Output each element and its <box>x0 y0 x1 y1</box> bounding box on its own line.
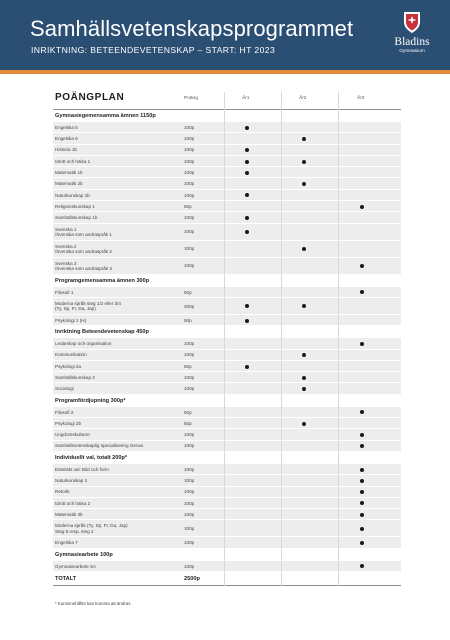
year-1-marker <box>245 160 249 164</box>
course-name <box>55 432 90 438</box>
section-heading: Programfördjupning 300p* <box>55 397 126 404</box>
course-name <box>55 512 83 518</box>
course-name <box>55 386 74 392</box>
year-1-marker <box>245 126 249 130</box>
course-name <box>55 147 77 153</box>
course-points: 100p <box>184 158 195 164</box>
course-name-line: Estetiskt val: Bild och form <box>55 466 109 472</box>
year-1-marker <box>245 365 249 369</box>
school-logo <box>386 10 438 68</box>
course-row <box>53 241 401 258</box>
course-name-line: Ungdomskulturer <box>55 432 90 438</box>
course-name <box>55 227 112 238</box>
course-name <box>55 181 83 187</box>
points-plan-table <box>53 92 401 586</box>
course-name-line: Matematik 2b <box>55 181 83 187</box>
course-name-line: Filosofi 1 <box>55 289 74 295</box>
year-1-marker <box>245 171 249 175</box>
course-row <box>53 122 401 133</box>
course-row <box>53 287 401 298</box>
year-3-marker <box>360 264 364 268</box>
course-points: 100p <box>184 526 195 532</box>
course-name <box>55 540 78 546</box>
course-points: 100p <box>184 500 195 506</box>
course-row <box>53 156 401 167</box>
year-3-marker <box>360 444 364 448</box>
course-name-line: Idrott och hälsa 2 <box>55 500 91 506</box>
course-name <box>55 301 121 312</box>
course-name-line: /Svenska som andraspråk 1 <box>55 232 112 238</box>
year-1-marker <box>245 193 249 197</box>
year-3-marker <box>360 490 364 494</box>
course-points: 50p <box>184 289 192 295</box>
course-name-line: Retorik <box>55 489 70 495</box>
column-header-points: Poäng <box>184 96 198 101</box>
course-row <box>53 178 401 189</box>
course-name-line: Naturkunskap 1b <box>55 192 90 198</box>
course-row <box>53 383 401 394</box>
course-name-line: Psykologi 2b <box>55 420 82 426</box>
course-points: 100p <box>184 170 195 176</box>
course-row <box>53 338 401 349</box>
course-name-line: (Ty, Sp, Fr, Da, Jap) <box>55 306 96 312</box>
footnote: * Kursinnehållet kan komma att ändras <box>55 601 131 606</box>
course-row <box>53 475 401 486</box>
course-name-line: Svenska 3 <box>55 260 77 266</box>
year-3-marker <box>360 410 364 414</box>
course-points: 100p <box>184 352 195 358</box>
course-points: 100p <box>184 229 195 235</box>
course-name-line: Moderna språk steg 1/2 eller 3/4 <box>55 300 121 306</box>
course-row <box>53 190 401 201</box>
plan-title: POÄNGPLAN <box>55 92 125 103</box>
course-name <box>55 159 90 165</box>
course-name-line: Ledarskap och organisation <box>55 341 112 347</box>
course-name <box>55 467 109 473</box>
course-row <box>53 464 401 475</box>
year-3-marker <box>360 527 364 531</box>
course-name-line: Religionskunskap 1 <box>55 203 95 209</box>
course-points: 100p <box>184 124 195 130</box>
course-row <box>53 315 401 326</box>
course-name <box>55 410 73 416</box>
course-row <box>53 487 401 498</box>
column-divider <box>281 92 282 586</box>
course-name <box>55 261 112 272</box>
column-header-year3: År3 <box>357 96 365 101</box>
course-name <box>55 564 96 570</box>
course-name-line: Samhällsvetenskaplig specialisering Genus <box>55 443 144 449</box>
section-heading: Inriktning Beteendevetenskap 450p <box>55 329 149 336</box>
course-points: 100p <box>184 466 195 472</box>
course-name-line: Moderna språk (Ty, Sp, Fr, Da, Jap) <box>55 523 128 529</box>
course-name-line: Gymnasiearbete SA <box>55 563 97 569</box>
year-2-marker <box>302 160 306 164</box>
course-name <box>55 204 95 210</box>
year-3-marker <box>360 541 364 545</box>
course-row <box>53 498 401 509</box>
column-header-year1: År1 <box>242 96 250 101</box>
section-heading: Individuellt val, totalt 200p* <box>55 454 128 461</box>
course-name-line: Matematik 3b <box>55 511 83 517</box>
course-name-line: Engelska 6 <box>55 136 78 142</box>
course-name <box>55 125 78 131</box>
course-name <box>55 170 83 176</box>
course-name-line: Steg 5 resp. steg 2 <box>55 528 94 534</box>
course-name-line: Filosofi 2 <box>55 409 74 415</box>
program-subtitle: INRIKTNING: BETEENDEVETENSKAP – START: HT 2023 <box>31 45 276 55</box>
course-row <box>53 224 401 241</box>
year-2-marker <box>302 353 306 357</box>
course-name-line: /Svenska som andraspråk 2 <box>55 249 112 255</box>
course-points: 100p <box>184 246 195 252</box>
course-points: 100p <box>184 192 195 198</box>
course-name-line: Psykologi 2a <box>55 363 82 369</box>
year-2-marker <box>302 387 306 391</box>
total-points: 2500p <box>184 576 200 583</box>
course-points: 50p <box>184 409 192 415</box>
course-name-line: Sociologi <box>55 386 74 392</box>
course-name <box>55 215 97 221</box>
course-name <box>55 193 90 199</box>
course-row <box>53 133 401 144</box>
course-row <box>53 258 401 275</box>
course-points: 100p <box>184 540 195 546</box>
course-row <box>53 167 401 178</box>
course-points: 100p <box>184 181 195 187</box>
course-points: 50p <box>184 420 192 426</box>
column-divider <box>224 92 225 586</box>
year-1-marker <box>245 319 249 323</box>
course-row <box>53 561 401 572</box>
section-heading: Gymnasiegemensamma ämnen 1150p <box>55 113 156 119</box>
course-points: 50p <box>184 203 192 209</box>
year-1-marker <box>245 230 249 234</box>
year-1-marker <box>245 216 249 220</box>
table-body <box>53 110 401 572</box>
course-name <box>55 443 143 449</box>
year-2-marker <box>302 304 306 308</box>
course-row <box>53 509 401 520</box>
course-row <box>53 418 401 429</box>
course-points: 100p <box>184 432 195 438</box>
course-points: 100p <box>184 443 195 449</box>
year-1-marker <box>245 304 249 308</box>
course-points: 100p <box>184 489 195 495</box>
course-row <box>53 537 401 548</box>
course-name <box>55 318 86 324</box>
year-2-marker <box>302 376 306 380</box>
program-title: Samhällsvetenskapsprogrammet <box>30 16 354 41</box>
course-row <box>53 298 401 315</box>
course-points: 100p <box>184 263 195 269</box>
course-name-line: Idrott och hälsa 1 <box>55 158 91 164</box>
course-points: 100p <box>184 215 195 221</box>
course-row <box>53 372 401 383</box>
logo-subtitle: Gymnasium <box>399 49 425 54</box>
course-row <box>53 520 401 537</box>
course-points: 100p <box>184 563 195 569</box>
year-3-marker <box>360 342 364 346</box>
column-divider <box>338 92 339 586</box>
course-row <box>53 441 401 452</box>
column-header-year2: År2 <box>299 96 307 101</box>
course-name-line: Psykologi 1 (H) <box>55 317 87 323</box>
course-name <box>55 501 90 507</box>
course-row <box>53 201 401 212</box>
total-row <box>53 572 401 586</box>
course-points: 100p <box>184 147 195 153</box>
course-name-line: Samhällskunskap 2 <box>55 375 95 380</box>
total-label: TOTALT <box>55 576 77 583</box>
course-name <box>55 375 95 381</box>
course-points: 50p <box>184 363 192 369</box>
year-3-marker <box>360 468 364 472</box>
course-row <box>53 212 401 223</box>
course-name-line: Engelska 5 <box>55 124 78 130</box>
table-header <box>53 92 401 110</box>
course-name <box>55 523 128 534</box>
course-name <box>55 244 112 255</box>
course-name <box>55 478 87 484</box>
course-points: 100p <box>184 375 195 380</box>
header-banner <box>0 0 450 74</box>
course-name-line: Naturkunskap 2 <box>55 478 88 484</box>
course-name-line: Engelska 7 <box>55 540 78 546</box>
section-heading: Programgemensamma ämnen 300p <box>55 277 150 284</box>
course-points: 100p <box>184 511 195 517</box>
crest-icon <box>402 10 422 34</box>
course-name <box>55 489 70 495</box>
course-row <box>53 145 401 156</box>
course-name <box>55 352 87 358</box>
course-row <box>53 350 401 361</box>
course-row <box>53 407 401 418</box>
logo-name: Bladins <box>394 36 430 48</box>
course-points: 200p <box>184 303 195 309</box>
year-2-marker <box>302 422 306 426</box>
year-3-marker <box>360 501 364 505</box>
course-points: 100p <box>184 341 195 347</box>
year-3-marker <box>360 479 364 483</box>
course-points: 100p <box>184 136 195 142</box>
course-row <box>53 361 401 372</box>
course-name-line: /Svenska som andraspråk 3 <box>55 266 112 272</box>
course-name-line: Matematik 1b <box>55 170 83 176</box>
year-2-marker <box>302 247 306 251</box>
year-1-marker <box>245 148 249 152</box>
course-name-line: Historia 1b <box>55 147 77 153</box>
course-points: 100p <box>184 386 195 392</box>
course-name-line: Kommunikation <box>55 352 87 358</box>
course-name <box>55 290 73 296</box>
course-name-line: Svenska 2 <box>55 243 77 249</box>
course-points: 100p <box>184 478 195 484</box>
section-heading: Gymnasiearbete 100p <box>55 551 113 558</box>
course-name <box>55 136 78 142</box>
year-3-marker <box>360 290 364 294</box>
year-3-marker <box>360 205 364 209</box>
course-name <box>55 364 81 370</box>
year-3-marker <box>360 433 364 437</box>
year-3-marker <box>360 513 364 517</box>
year-3-marker <box>360 564 364 568</box>
course-name-line: Svenska 1 <box>55 226 77 232</box>
course-name-line: Samhällskunskap 1b <box>55 215 98 221</box>
course-points: 50p <box>184 317 192 323</box>
course-name <box>55 421 81 427</box>
course-name <box>55 341 111 347</box>
course-row <box>53 429 401 440</box>
year-2-marker <box>302 182 306 186</box>
year-2-marker <box>302 137 306 141</box>
